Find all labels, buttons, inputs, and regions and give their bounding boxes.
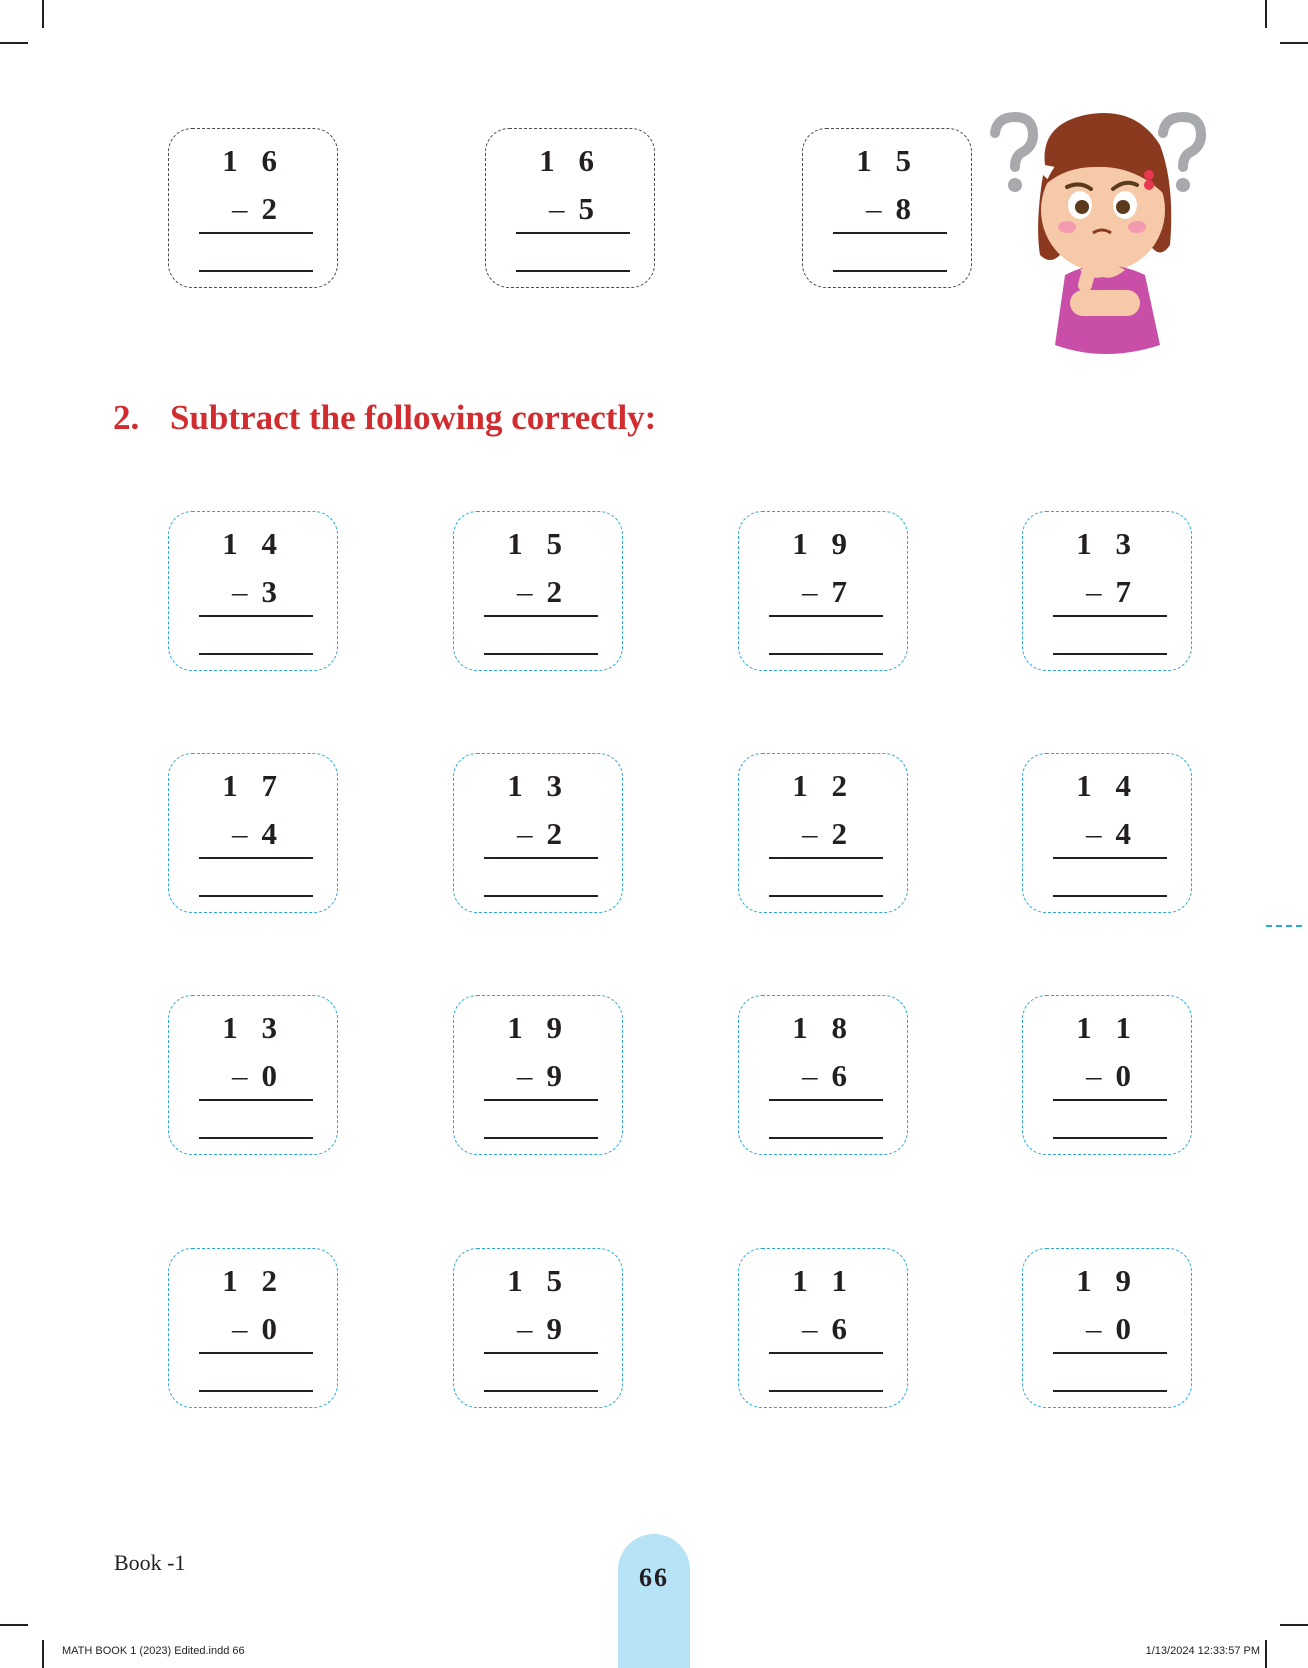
- problem-box: [453, 511, 623, 671]
- problem-box: [453, 995, 623, 1155]
- answer-line: [769, 1390, 883, 1392]
- problem-box: [1022, 995, 1192, 1155]
- minus-sign: –: [517, 1058, 541, 1093]
- answer-line: [484, 653, 598, 655]
- minuend: 1 3: [1076, 526, 1139, 561]
- answer-line: [769, 895, 883, 897]
- subtrahend-value: 6: [831, 1058, 855, 1093]
- page-number-tab: [618, 1534, 690, 1668]
- subtrahend: [517, 1060, 570, 1091]
- crop-mark: [1265, 0, 1267, 28]
- subtrahend: [549, 193, 602, 224]
- subtrahend: [1086, 576, 1139, 607]
- answer-line: [833, 270, 947, 272]
- minuend: 1 2: [792, 768, 855, 803]
- minus-sign: –: [802, 1311, 826, 1346]
- answer-line: [1053, 895, 1167, 897]
- answer-line: [199, 1352, 313, 1354]
- answer-line: [199, 653, 313, 655]
- subtrahend-value: 9: [546, 1058, 570, 1093]
- minuend: 1 6: [222, 143, 285, 178]
- crop-mark: [1280, 1624, 1308, 1626]
- problem-box: [802, 128, 972, 288]
- page-number: 66: [639, 1563, 669, 1592]
- problem-box: [453, 753, 623, 913]
- book-label: Book -1: [114, 1550, 186, 1575]
- minus-sign: –: [1086, 1058, 1110, 1093]
- minus-sign: –: [517, 816, 541, 851]
- subtrahend: [232, 1060, 285, 1091]
- subtrahend-value: 9: [546, 1311, 570, 1346]
- exercise-number: 2.: [113, 398, 140, 437]
- problem-box: [168, 511, 338, 671]
- subtrahend: [517, 818, 570, 849]
- crop-mark: [42, 0, 44, 28]
- answer-line: [199, 1099, 313, 1101]
- minus-sign: –: [549, 191, 573, 226]
- answer-line: [484, 615, 598, 617]
- subtrahend: [802, 1313, 855, 1344]
- problem-box: [738, 753, 908, 913]
- problem-box: [738, 511, 908, 671]
- answer-line: [769, 1352, 883, 1354]
- subtrahend-value: 2: [546, 816, 570, 851]
- answer-line: [484, 857, 598, 859]
- answer-line: [484, 895, 598, 897]
- minuend: 1 5: [507, 1263, 570, 1298]
- minuend: 1 4: [222, 526, 285, 561]
- crop-mark: [1280, 42, 1308, 44]
- subtrahend-value: 4: [1115, 816, 1139, 851]
- minus-sign: –: [232, 191, 256, 226]
- thinking-girl-illustration: [985, 105, 1215, 365]
- answer-line: [199, 232, 313, 234]
- problem-box: [168, 753, 338, 913]
- minus-sign: –: [232, 1311, 256, 1346]
- crop-mark: [0, 42, 28, 44]
- subtrahend-value: 2: [831, 816, 855, 851]
- minus-sign: –: [232, 1058, 256, 1093]
- problem-box: [1022, 753, 1192, 913]
- subtrahend: [1086, 1313, 1139, 1344]
- timestamp-slug: 1/13/2024 12:33:57 PM: [1145, 1645, 1260, 1657]
- minuend: 1 5: [856, 143, 919, 178]
- problem-box: [168, 995, 338, 1155]
- subtrahend: [802, 818, 855, 849]
- minuend: 1 9: [792, 526, 855, 561]
- subtrahend-value: 7: [1115, 574, 1139, 609]
- answer-line: [199, 1137, 313, 1139]
- question-mark-icon: [995, 117, 1033, 192]
- minus-sign: –: [517, 1311, 541, 1346]
- subtrahend: [517, 576, 570, 607]
- answer-line: [833, 232, 947, 234]
- subtrahend-value: 3: [261, 574, 285, 609]
- answer-line: [769, 857, 883, 859]
- answer-line: [199, 895, 313, 897]
- answer-line: [1053, 857, 1167, 859]
- subtrahend: [1086, 1060, 1139, 1091]
- minuend: 1 6: [539, 143, 602, 178]
- minuend: 1 5: [507, 526, 570, 561]
- subtrahend-value: 5: [578, 191, 602, 226]
- subtrahend: [232, 193, 285, 224]
- answer-line: [484, 1137, 598, 1139]
- minuend: 1 2: [222, 1263, 285, 1298]
- subtrahend: [232, 1313, 285, 1344]
- answer-line: [1053, 615, 1167, 617]
- answer-line: [199, 615, 313, 617]
- exercise-2-heading: [113, 400, 656, 435]
- minus-sign: –: [232, 816, 256, 851]
- answer-line: [769, 1137, 883, 1139]
- answer-line: [1053, 1137, 1167, 1139]
- minus-sign: –: [802, 1058, 826, 1093]
- answer-line: [199, 857, 313, 859]
- minuend: 1 4: [1076, 768, 1139, 803]
- minuend: 1 7: [222, 768, 285, 803]
- answer-line: [516, 270, 630, 272]
- subtrahend: [866, 193, 919, 224]
- exercise-title: Subtract the following correctly:: [170, 398, 657, 437]
- minus-sign: –: [1086, 1311, 1110, 1346]
- answer-line: [199, 1390, 313, 1392]
- answer-line: [1053, 1390, 1167, 1392]
- minus-sign: –: [232, 574, 256, 609]
- answer-line: [199, 270, 313, 272]
- minus-sign: –: [1086, 816, 1110, 851]
- minus-sign: –: [866, 191, 890, 226]
- subtrahend-value: 0: [1115, 1311, 1139, 1346]
- answer-line: [769, 615, 883, 617]
- subtrahend: [232, 818, 285, 849]
- answer-line: [1053, 1099, 1167, 1101]
- subtrahend-value: 4: [261, 816, 285, 851]
- answer-line: [484, 1390, 598, 1392]
- problem-box: [738, 995, 908, 1155]
- minuend: 1 9: [1076, 1263, 1139, 1298]
- answer-line: [1053, 653, 1167, 655]
- answer-line: [484, 1352, 598, 1354]
- subtrahend-value: 0: [261, 1311, 285, 1346]
- answer-line: [1053, 1352, 1167, 1354]
- subtrahend-value: 0: [1115, 1058, 1139, 1093]
- crop-mark: [1265, 1640, 1267, 1668]
- answer-line: [769, 1099, 883, 1101]
- subtrahend-value: 7: [831, 574, 855, 609]
- subtrahend-value: 0: [261, 1058, 285, 1093]
- minuend: 1 8: [792, 1010, 855, 1045]
- subtrahend-value: 6: [831, 1311, 855, 1346]
- problem-box: [738, 1248, 908, 1408]
- problem-box: [1022, 511, 1192, 671]
- problem-box: [1022, 1248, 1192, 1408]
- minuend: 1 3: [222, 1010, 285, 1045]
- answer-line: [769, 653, 883, 655]
- problem-box: [485, 128, 655, 288]
- subtrahend: [802, 1060, 855, 1091]
- problem-box: [453, 1248, 623, 1408]
- minuend: 1 1: [1076, 1010, 1139, 1045]
- minuend: 1 9: [507, 1010, 570, 1045]
- subtrahend-value: 2: [261, 191, 285, 226]
- file-slug: MATH BOOK 1 (2023) Edited.indd 66: [62, 1645, 245, 1657]
- subtrahend: [1086, 818, 1139, 849]
- fold-mark: [1266, 925, 1302, 927]
- subtrahend: [802, 576, 855, 607]
- crop-mark: [42, 1640, 44, 1668]
- minus-sign: –: [802, 574, 826, 609]
- minuend: 1 3: [507, 768, 570, 803]
- minus-sign: –: [517, 574, 541, 609]
- answer-line: [516, 232, 630, 234]
- problem-box: [168, 1248, 338, 1408]
- answer-line: [484, 1099, 598, 1101]
- subtrahend-value: 8: [895, 191, 919, 226]
- problem-box: [168, 128, 338, 288]
- subtrahend: [517, 1313, 570, 1344]
- minus-sign: –: [802, 816, 826, 851]
- crop-mark: [0, 1624, 28, 1626]
- minuend: 1 1: [792, 1263, 855, 1298]
- subtrahend-value: 2: [546, 574, 570, 609]
- minus-sign: –: [1086, 574, 1110, 609]
- subtrahend: [232, 576, 285, 607]
